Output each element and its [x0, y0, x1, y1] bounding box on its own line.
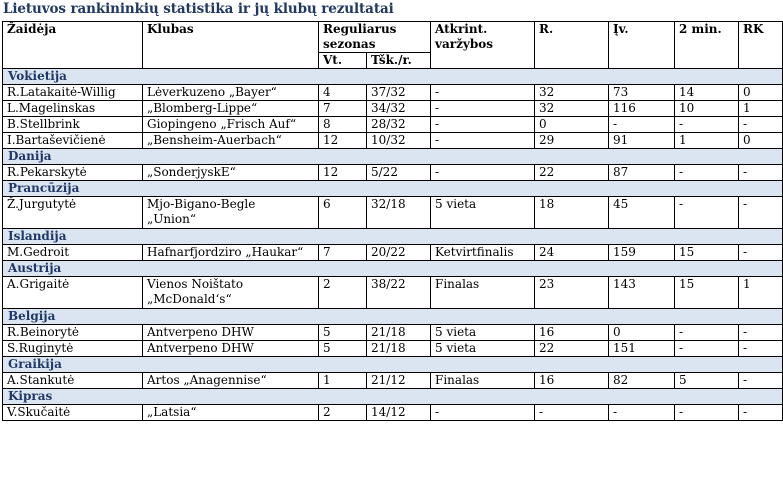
playoff-cell: Ketvirtfinalis [431, 245, 535, 261]
goals-cell: 159 [609, 245, 675, 261]
player-cell: M.Gedroit [3, 245, 143, 261]
player-cell: L.Magelinskas [3, 101, 143, 117]
goals-cell: 151 [609, 341, 675, 357]
club-cell: „Blomberg-Lippe“ [143, 101, 319, 117]
place-cell: 5 [319, 341, 367, 357]
club-line: Vienos Noištato [147, 277, 244, 291]
club-cell: Artos „Anagennise“ [143, 373, 319, 389]
playoff-cell: Finalas [431, 277, 535, 309]
points-cell: 34/32 [367, 101, 431, 117]
points-cell: 20/22 [367, 245, 431, 261]
header-club: Klubas [143, 22, 319, 69]
games-cell: 29 [535, 133, 609, 149]
country-row-vokietija [3, 69, 783, 85]
club-cell: Giopingeno „Frisch Auf“ [143, 117, 319, 133]
club-cell: Antverpeno DHW [143, 325, 319, 341]
playoff-cell: - [431, 405, 535, 421]
player-cell: R.Latakaitė-Willig [3, 85, 143, 101]
playoff-cell: 5 vieta [431, 197, 535, 229]
playoff-cell: - [431, 101, 535, 117]
country-row-danija [3, 149, 783, 165]
country-row-kipras [3, 389, 783, 405]
points-cell: 14/12 [367, 405, 431, 421]
playoff-cell: - [431, 165, 535, 181]
country-name: Austrija [3, 261, 783, 277]
table-row [3, 165, 783, 181]
player-cell: A.Grigaitė [3, 277, 143, 309]
place-cell: 2 [319, 277, 367, 309]
two-min-cell: 15 [675, 277, 739, 309]
points-cell: 37/32 [367, 85, 431, 101]
table-row [3, 133, 783, 149]
rk-cell: 1 [739, 101, 783, 117]
club-line: „Union“ [147, 212, 196, 226]
header-playoff [431, 22, 535, 69]
club-cell: Lėverkuzeno „Bayer“ [143, 85, 319, 101]
club-cell [143, 277, 319, 309]
games-cell: 16 [535, 325, 609, 341]
club-cell: „Bensheim-Auerbach“ [143, 133, 319, 149]
country-name: Kipras [3, 389, 783, 405]
club-cell: „SonderjyskE“ [143, 165, 319, 181]
games-cell: 18 [535, 197, 609, 229]
playoff-cell: - [431, 117, 535, 133]
two-min-cell: 15 [675, 245, 739, 261]
player-cell: V.Skučaitė [3, 405, 143, 421]
rk-cell: - [739, 325, 783, 341]
points-cell: 5/22 [367, 165, 431, 181]
player-cell: A.Stankutė [3, 373, 143, 389]
games-cell: - [535, 405, 609, 421]
playoff-cell: Finalas [431, 373, 535, 389]
rk-cell: 1 [739, 277, 783, 309]
country-row-graikija [3, 357, 783, 373]
country-row-belgija [3, 309, 783, 325]
club-cell [143, 197, 319, 229]
header-games: R. [535, 22, 609, 69]
points-cell: 38/22 [367, 277, 431, 309]
table-row [3, 197, 783, 229]
table-row [3, 341, 783, 357]
country-name: Danija [3, 149, 783, 165]
country-name: Belgija [3, 309, 783, 325]
place-cell: 2 [319, 405, 367, 421]
header-player: Žaidėja [3, 22, 143, 69]
place-cell: 12 [319, 165, 367, 181]
games-cell: 32 [535, 101, 609, 117]
header-regular-line2: sezonas [323, 37, 376, 51]
goals-cell: 91 [609, 133, 675, 149]
goals-cell: 143 [609, 277, 675, 309]
playoff-cell: 5 vieta [431, 341, 535, 357]
statistics-table [2, 21, 783, 421]
table-row [3, 85, 783, 101]
header-regular-line1: Reguliarus [323, 22, 397, 36]
playoff-cell: - [431, 133, 535, 149]
header-playoff-line2: varžybos [435, 37, 494, 51]
header-goals: Įv. [609, 22, 675, 69]
country-name: Prancūzija [3, 181, 783, 197]
rk-cell: - [739, 373, 783, 389]
rk-cell: - [739, 117, 783, 133]
place-cell: 4 [319, 85, 367, 101]
player-cell: R.Pekarskytė [3, 165, 143, 181]
games-cell: 16 [535, 373, 609, 389]
two-min-cell: - [675, 341, 739, 357]
goals-cell: 0 [609, 325, 675, 341]
player-cell: I.Bartaševičienė [3, 133, 143, 149]
player-cell: R.Beinorytė [3, 325, 143, 341]
country-row-prancuzija [3, 181, 783, 197]
points-cell: 21/18 [367, 341, 431, 357]
table-row [3, 373, 783, 389]
two-min-cell: - [675, 405, 739, 421]
two-min-cell: 5 [675, 373, 739, 389]
club-cell: Antverpeno DHW [143, 341, 319, 357]
points-cell: 32/18 [367, 197, 431, 229]
two-min-cell: - [675, 325, 739, 341]
goals-cell: - [609, 117, 675, 133]
header-row [3, 22, 783, 53]
two-min-cell: 10 [675, 101, 739, 117]
games-cell: 22 [535, 165, 609, 181]
points-cell: 28/32 [367, 117, 431, 133]
points-cell: 21/12 [367, 373, 431, 389]
place-cell: 6 [319, 197, 367, 229]
rk-cell: 0 [739, 133, 783, 149]
header-two-min: 2 min. [675, 22, 739, 69]
table-row [3, 117, 783, 133]
points-cell: 10/32 [367, 133, 431, 149]
player-cell: S.Ruginytė [3, 341, 143, 357]
goals-cell: 73 [609, 85, 675, 101]
games-cell: 0 [535, 117, 609, 133]
two-min-cell: 14 [675, 85, 739, 101]
page-title: Lietuvos rankininkių statistika ir jų klubų rezultatai [3, 1, 394, 17]
place-cell: 12 [319, 133, 367, 149]
place-cell: 8 [319, 117, 367, 133]
country-row-islandija [3, 229, 783, 245]
rk-cell: - [739, 197, 783, 229]
header-points: Tšk./r. [367, 53, 431, 69]
goals-cell: 87 [609, 165, 675, 181]
rk-cell: - [739, 245, 783, 261]
two-min-cell: - [675, 165, 739, 181]
place-cell: 7 [319, 245, 367, 261]
points-cell: 21/18 [367, 325, 431, 341]
club-line: Mjo-Bigano-Begle [147, 197, 256, 211]
club-cell: Hafnarfjordziro „Haukar“ [143, 245, 319, 261]
goals-cell: 45 [609, 197, 675, 229]
table-row [3, 101, 783, 117]
country-name: Graikija [3, 357, 783, 373]
two-min-cell: - [675, 117, 739, 133]
header-place: Vt. [319, 53, 367, 69]
two-min-cell: 1 [675, 133, 739, 149]
rk-cell: - [739, 405, 783, 421]
player-cell: B.Stellbrink [3, 117, 143, 133]
country-name: Vokietija [3, 69, 783, 85]
rk-cell: - [739, 341, 783, 357]
rk-cell: - [739, 165, 783, 181]
country-row-austrija [3, 261, 783, 277]
goals-cell: - [609, 405, 675, 421]
header-rk: RK [739, 22, 783, 69]
country-name: Islandija [3, 229, 783, 245]
table-row [3, 277, 783, 309]
games-cell: 32 [535, 85, 609, 101]
header-regular-season [319, 22, 431, 53]
player-cell: Ž.Jurgutytė [3, 197, 143, 229]
place-cell: 1 [319, 373, 367, 389]
games-cell: 23 [535, 277, 609, 309]
two-min-cell: - [675, 197, 739, 229]
club-cell: „Latsia“ [143, 405, 319, 421]
goals-cell: 116 [609, 101, 675, 117]
games-cell: 24 [535, 245, 609, 261]
playoff-cell: - [431, 85, 535, 101]
place-cell: 5 [319, 325, 367, 341]
games-cell: 22 [535, 341, 609, 357]
place-cell: 7 [319, 101, 367, 117]
table-row [3, 245, 783, 261]
table-row [3, 325, 783, 341]
club-line: „McDonald‘s“ [147, 292, 232, 306]
table-row [3, 405, 783, 421]
goals-cell: 82 [609, 373, 675, 389]
header-playoff-line1: Atkrint. [435, 22, 488, 36]
rk-cell: 0 [739, 85, 783, 101]
playoff-cell: 5 vieta [431, 325, 535, 341]
